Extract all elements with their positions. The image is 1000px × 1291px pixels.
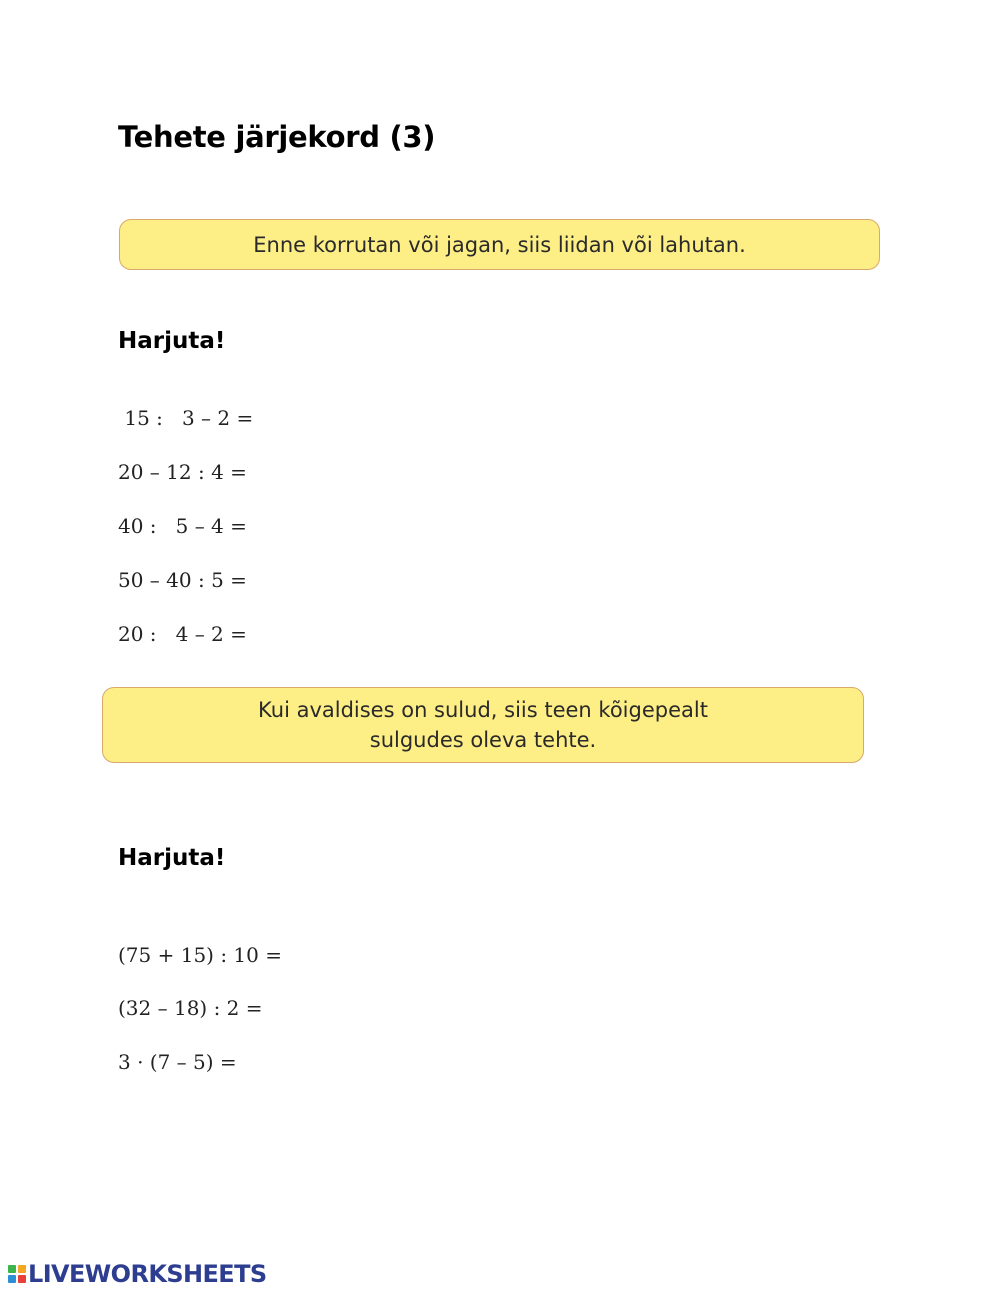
- rule-box-order: [119, 219, 880, 270]
- exercise-expression: 15 : 3 – 2 =: [118, 406, 254, 430]
- rule-text-line: Kui avaldises on sulud, siis teen kõigepealt: [258, 698, 708, 722]
- liveworksheets-logo[interactable]: [8, 1261, 267, 1287]
- exercise-expression: 40 : 5 – 4 =: [118, 514, 247, 538]
- rule-box-parentheses: [102, 687, 864, 763]
- rule-text-line: sulgudes oleva tehte.: [369, 728, 597, 752]
- exercise-expression: (32 – 18) : 2 =: [118, 996, 263, 1020]
- page-title: Tehete järjekord (3): [118, 120, 436, 154]
- exercise-expression: 20 : 4 – 2 =: [118, 622, 247, 646]
- logo-text: LIVEWORKSHEETS: [28, 1260, 267, 1288]
- exercise-expression: 50 – 40 : 5 =: [118, 568, 247, 592]
- exercise-expression: (75 + 15) : 10 =: [118, 943, 282, 967]
- exercise-expression: 3 · (7 – 5) =: [118, 1050, 237, 1074]
- liveworksheets-logo-icon: [8, 1265, 26, 1283]
- practice-heading: Harjuta!: [118, 328, 226, 354]
- exercise-expression: 20 – 12 : 4 =: [118, 460, 247, 484]
- rule-text: Enne korrutan või jagan, siis liidan või lahutan.: [253, 232, 746, 257]
- practice-heading: Harjuta!: [118, 845, 226, 871]
